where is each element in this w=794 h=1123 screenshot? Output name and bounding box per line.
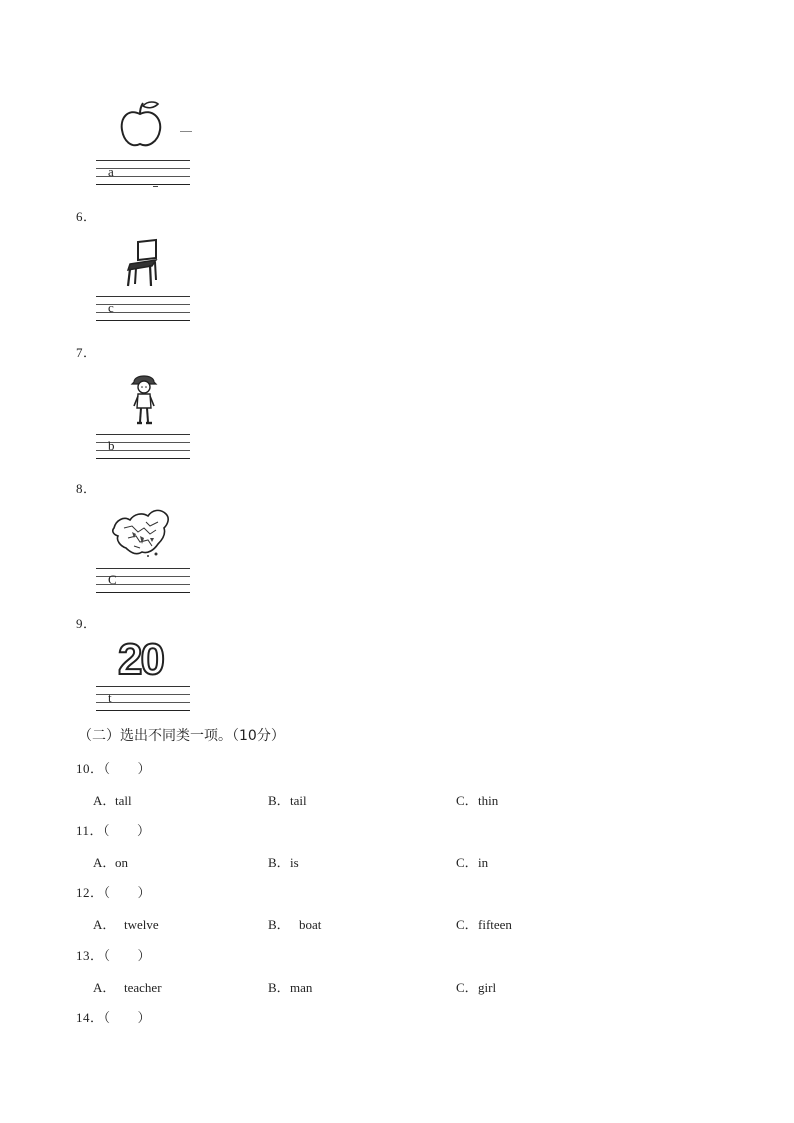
chair-icon — [122, 238, 162, 288]
writing-lines[interactable] — [96, 160, 190, 186]
question-number: 12．（ ） — [76, 885, 152, 900]
hint-letter: t — [108, 690, 112, 705]
section-title: （二）选出不同类一项。（10分） — [78, 728, 285, 744]
option-b[interactable]: B． boat — [268, 917, 322, 932]
option-b[interactable]: B．tail — [268, 793, 307, 808]
question-number: 8． — [76, 481, 97, 496]
hint-letter: b — [108, 438, 115, 453]
question-number: 14．（ ） — [76, 1010, 152, 1025]
option-c[interactable]: C．fifteen — [456, 917, 512, 932]
question-number: 10．（ ） — [76, 761, 152, 776]
option-b[interactable]: B．is — [268, 855, 299, 870]
writing-lines[interactable] — [96, 296, 190, 322]
writing-lines[interactable] — [96, 568, 190, 594]
hint-letter: c — [108, 300, 114, 315]
china-map-icon — [110, 508, 172, 558]
option-b[interactable]: B．man — [268, 980, 313, 995]
option-a[interactable]: A． twelve — [93, 917, 159, 932]
hint-letter: a — [108, 164, 114, 179]
writing-lines[interactable] — [96, 686, 190, 712]
dash-mark — [153, 186, 158, 187]
question-number: 11．（ ） — [76, 823, 151, 838]
option-a[interactable]: A． teacher — [93, 980, 162, 995]
question-number: 6． — [76, 209, 97, 224]
question-number: 9． — [76, 616, 97, 631]
hint-letter: C — [108, 572, 117, 587]
apple-icon — [118, 100, 164, 150]
option-a[interactable]: A．on — [93, 855, 128, 870]
question-number: 7． — [76, 345, 97, 360]
dash-mark — [180, 131, 192, 132]
option-c[interactable]: C．girl — [456, 980, 497, 995]
boy-icon — [128, 372, 160, 428]
number-twenty: 20 — [118, 635, 163, 684]
option-c[interactable]: C．in — [456, 855, 489, 870]
option-a[interactable]: A．tall — [93, 793, 132, 808]
option-c[interactable]: C．thin — [456, 793, 499, 808]
writing-lines[interactable] — [96, 434, 190, 460]
question-number: 13．（ ） — [76, 948, 152, 963]
